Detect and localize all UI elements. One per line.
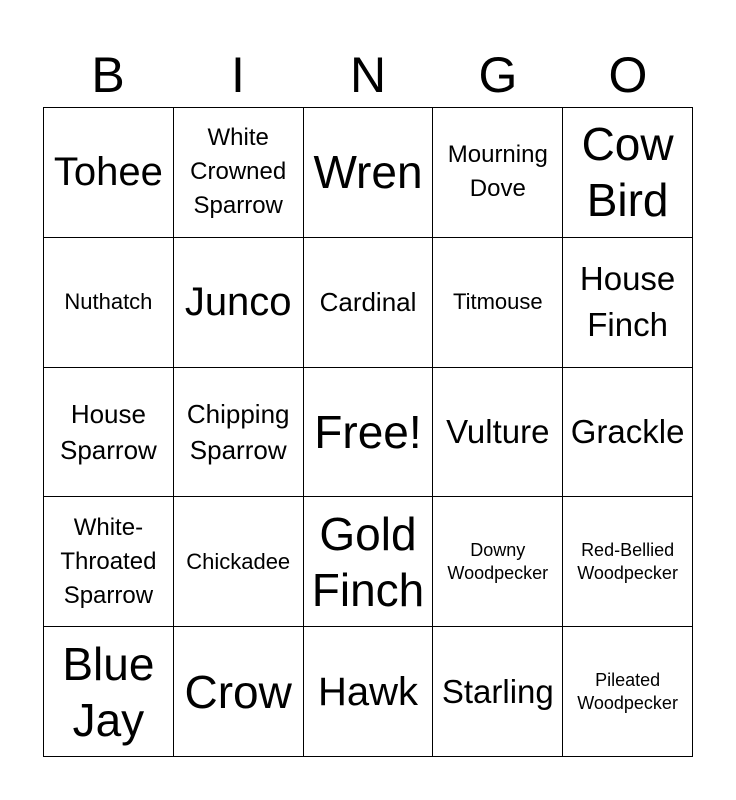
bingo-board — [43, 107, 693, 757]
bingo-cell[interactable] — [174, 238, 304, 368]
bingo-cell[interactable] — [174, 368, 304, 498]
bingo-cell[interactable] — [563, 627, 693, 757]
bingo-cell[interactable] — [433, 368, 563, 498]
header-letter-b: B — [91, 47, 125, 103]
cell-label: Junco — [184, 280, 292, 325]
bingo-cell[interactable] — [44, 108, 174, 238]
header-letter-i: I — [231, 47, 245, 103]
cell-label: Crow — [184, 665, 292, 718]
cell-label: Cow Bird — [581, 118, 674, 227]
bingo-cell[interactable] — [174, 497, 304, 627]
cell-label: Titmouse — [452, 289, 543, 315]
cell-label: Tohee — [53, 150, 163, 195]
bingo-cell-free[interactable] — [304, 368, 434, 498]
bingo-cell[interactable] — [563, 497, 693, 627]
cell-label: White-Throated Sparrow — [60, 513, 157, 609]
bingo-cell[interactable] — [174, 108, 304, 238]
cell-label: Vulture — [446, 412, 550, 450]
cell-label: Starling — [441, 672, 554, 710]
cell-label: Downy Woodpecker — [447, 539, 549, 583]
bingo-cell[interactable] — [304, 627, 434, 757]
bingo-cell[interactable] — [44, 627, 174, 757]
bingo-cell[interactable] — [174, 627, 304, 757]
header-letter-g: G — [478, 47, 518, 103]
cell-label: Free! — [314, 405, 422, 458]
bingo-cell[interactable] — [44, 497, 174, 627]
cell-label: White Crowned Sparrow — [190, 124, 287, 220]
cell-label: Blue Jay — [62, 637, 155, 746]
bingo-cell[interactable] — [304, 497, 434, 627]
cell-label: Chipping Sparrow — [186, 398, 290, 465]
bingo-cell[interactable] — [304, 108, 434, 238]
bingo-cell[interactable] — [44, 368, 174, 498]
cell-label: Cardinal — [319, 287, 417, 318]
bingo-cell[interactable] — [433, 108, 563, 238]
cell-label: Nuthatch — [64, 289, 153, 315]
cell-label: Chickadee — [186, 548, 291, 574]
cell-label: Red-Bellied Woodpecker — [577, 539, 678, 583]
bingo-cell[interactable] — [563, 108, 693, 238]
header-letter-n: N — [349, 47, 387, 103]
cell-label: Hawk — [317, 669, 418, 714]
cell-label: Mourning Dove — [447, 141, 548, 203]
bingo-cell[interactable] — [433, 627, 563, 757]
cell-label: Grackle — [570, 412, 685, 450]
cell-label: Wren — [313, 146, 423, 199]
cell-label: House Finch — [579, 260, 676, 344]
bingo-cell[interactable] — [433, 238, 563, 368]
cell-label: House Sparrow — [59, 398, 157, 465]
bingo-cell[interactable] — [44, 238, 174, 368]
bingo-cell[interactable] — [563, 238, 693, 368]
header-letter-o: O — [608, 47, 648, 103]
cell-label: Gold Finch — [311, 507, 425, 616]
cell-label: Pileated Woodpecker — [577, 669, 678, 713]
bingo-cell[interactable] — [433, 497, 563, 627]
bingo-header — [43, 44, 693, 106]
bingo-cell[interactable] — [563, 368, 693, 498]
bingo-cell[interactable] — [304, 238, 434, 368]
